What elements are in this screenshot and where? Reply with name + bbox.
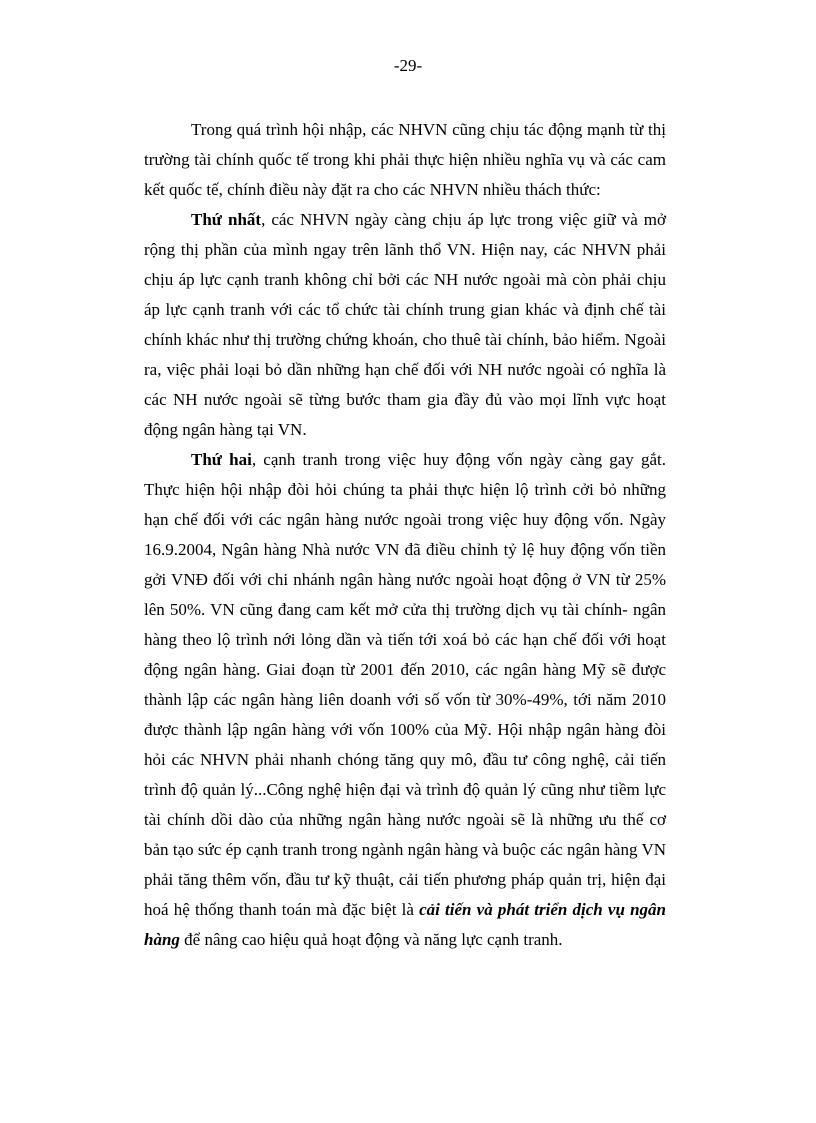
paragraph-intro [144, 115, 666, 205]
paragraph-intro-text: Trong quá trình hội nhập, các NHVN cũng chịu tác động mạnh từ thị trường tài chính quốc tế trong khi phải thực hiện nhiều nghĩa vụ và các cam kết quốc tế, chính điều này đặt ra cho các NHVN nhiều thách thức: [144, 120, 666, 199]
paragraph-first-challenge [144, 205, 666, 445]
page-number: -29- [393, 56, 423, 75]
body-text [144, 115, 666, 955]
first-challenge-heading: Thứ nhất [191, 210, 262, 229]
second-challenge-tail: để nâng cao hiệu quả hoạt động và năng lực cạnh tranh. [179, 930, 563, 949]
second-challenge-emphasis: cải tiến và phát triển dịch vụ ngân hàng [144, 900, 666, 949]
first-challenge-text: , các NHVN ngày càng chịu áp lực trong việc giữ và mở rộng thị phần của mình ngay trên lãnh thổ VN. Hiện nay, các NHVN phải chịu áp lực cạnh tranh không chỉ bởi các NH nước ngoài mà còn phải chịu áp lực cạnh tranh với các tổ chức tài chính trung gian khác và định chế tài chính khác như thị trường chứng khoán, cho thuê tài chính, bảo hiểm. Ngoài ra, việc phải loại bỏ dần những hạn chế đối với NH nước ngoài có nghĩa là các NH nước ngoài sẽ từng bước tham gia đầy đủ vào mọi lĩnh vực hoạt động ngân hàng tại VN. [144, 210, 666, 439]
second-challenge-heading: Thứ hai [191, 450, 252, 469]
paragraph-second-challenge [144, 445, 666, 955]
second-challenge-text: , cạnh tranh trong việc huy động vốn ngày càng gay gắt. Thực hiện hội nhập đòi hỏi chúng ta phải thực hiện lộ trình cởi bỏ những hạn chế đối với các ngân hàng nước ngoài trong việc huy động vốn. Ngày 16.9.2004, Ngân hàng Nhà nước VN đã điều chỉnh tỷ lệ huy động vốn tiền gởi VNĐ đối với chi nhánh ngân hàng nước ngoài hoạt động ở VN từ 25% lên 50%. VN cũng đang cam kết mở cửa thị trường dịch vụ tài chính- ngân hàng theo lộ trình nới lỏng dần và tiến tới xoá bỏ các hạn chế đối với hoạt động ngân hàng. Giai đoạn từ 2001 đến 2010, các ngân hàng Mỹ sẽ được thành lập các ngân hàng liên doanh với số vốn từ 30%-49%, tới năm 2010 được thành lập ngân hàng với vốn 100% của Mỹ. Hội nhập ngân hàng đòi hỏi các NHVN phải nhanh chóng tăng quy mô, đầu tư công nghệ, cải tiến trình độ quản lý...Công nghệ hiện đại và trình độ quản lý cũng như tiềm lực tài chính dồi dào của những ngân hàng nước ngoài sẽ là những ưu thế cơ bản tạo sức ép cạnh tranh trong ngành ngân hàng và buộc các ngân hàng VN phải tăng thêm vốn, đầu tư kỹ thuật, cải tiến phương pháp quản trị, hiện đại hoá hệ thống thanh toán mà đặc biệt là [144, 450, 666, 919]
